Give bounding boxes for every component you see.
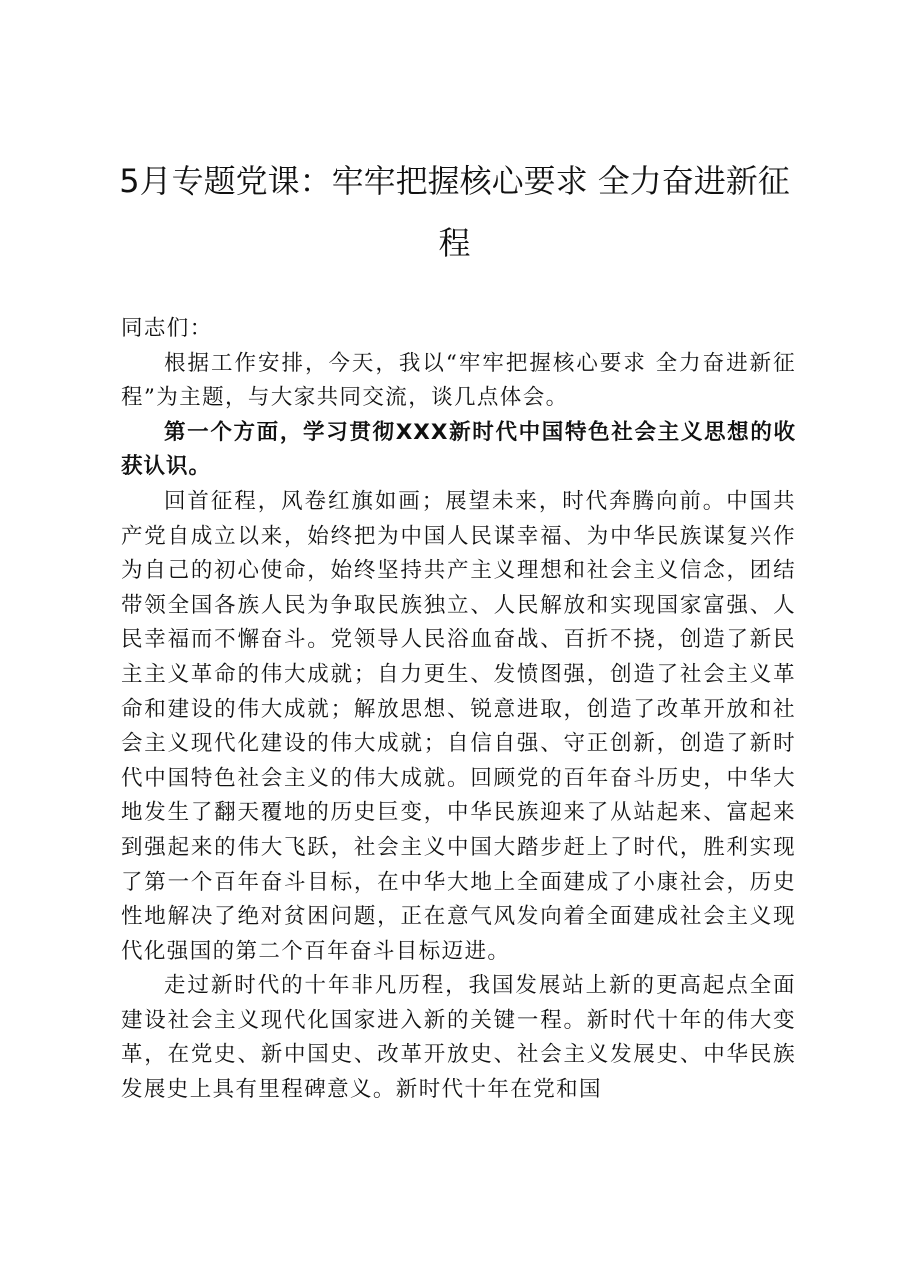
body-paragraph: 回首征程，风卷红旗如画；展望未来，时代奔腾向前。中国共产党自成立以来，始终把为中国人民谋幸福、为中华民族谋复兴作为自己的初心使命，始终坚持共产主义理想和社会主义信念，团结带领全国各族人民为争取民族独立、人民解放和实现国家富强、人民幸福而不懈奋斗。党领导人民浴血奋战、百折不挠，创造了新民主主义革命的伟大成就；自力更生、发愤图强，创造了社会主义革命和建设的伟大成就；解放思想、锐意进取，创造了改革开放和社会主义现代化建设的伟大成就；自信自强、守正创新，创造了新时代中国特色社会主义的伟大成就。回顾党的百年奋斗历史，中华大地发生了翻天覆地的历史巨变，中华民族迎来了从站起来、富起来到强起来的伟大飞跃，社会主义中国大踏步赶上了时代，胜利实现了第一个百年奋斗目标，在中华大地上全面建成了小康社会，历史性地解决了绝对贫困问题，正在意气风发向着全面建成社会主义现代化强国的第二个百年奋斗目标迈进。 <box>121 488 796 964</box>
document-title: 5月专题党课：牢牢把握核心要求 全力奋进新征程 <box>119 162 790 262</box>
body-paragraph: 走过新时代的十年非凡历程，我国发展站上新的更高起点全面建设社会主义现代化国家进入新的关键一程。新时代十年的伟大变革，在党史、新中国史、改革开放史、社会主义发展史、中华民族发展史上具有里程碑意义。新时代十年在党和国 <box>121 973 796 1103</box>
intro-paragraph: 根据工作安排，今天，我以“牢牢把握核心要求 全力奋进新征程”为主题，与大家共同交流，谈几点体会。 <box>121 350 796 411</box>
document-body <box>121 312 796 1108</box>
section-heading: 第一个方面，学习贯彻XXX新时代中国特色社会主义思想的收获认识。 <box>121 419 796 480</box>
salutation: 同志们： <box>121 316 213 341</box>
